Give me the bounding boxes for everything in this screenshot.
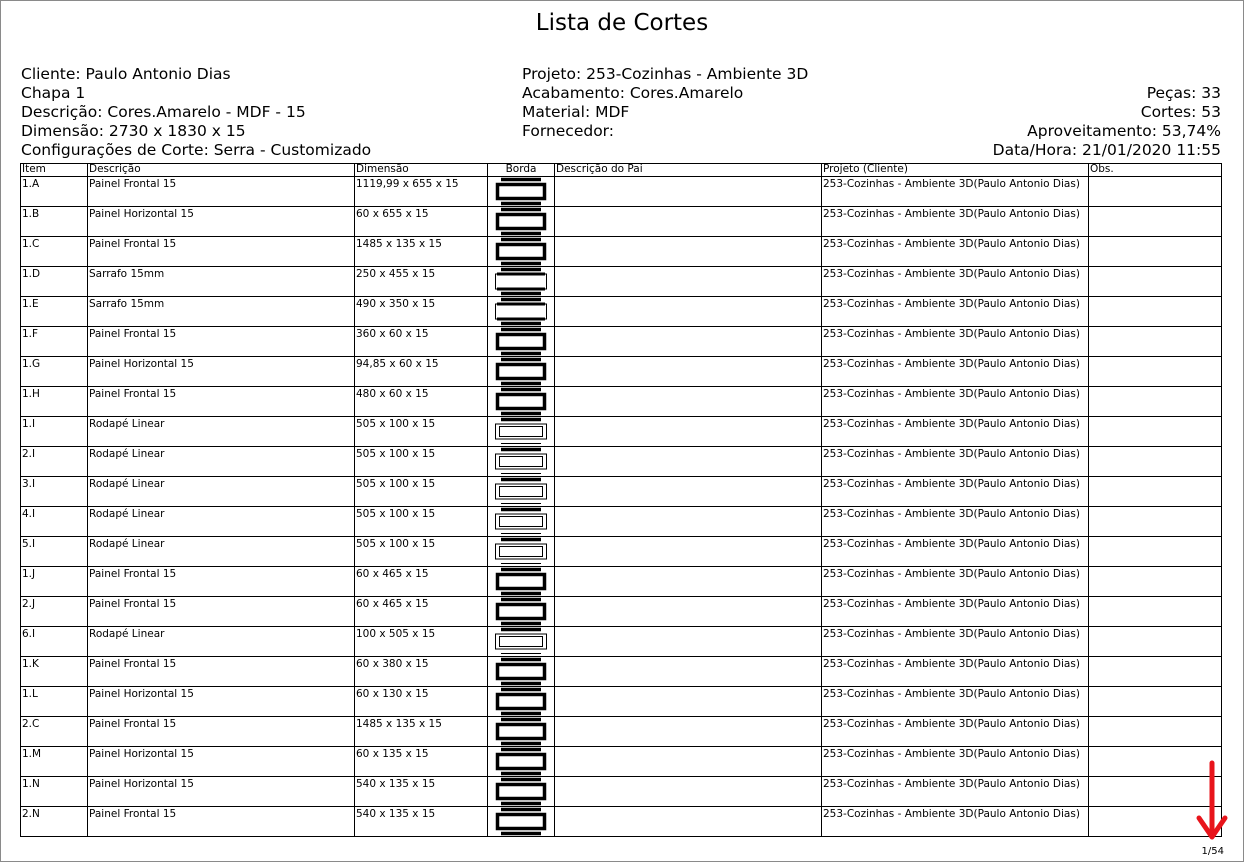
- table-row: [21, 387, 1222, 417]
- cell-description: Painel Frontal 15: [88, 237, 355, 267]
- finish-line: Acabamento: Cores.Amarelo: [522, 84, 744, 102]
- edge-banding-diagram: [491, 507, 551, 536]
- table-row: [21, 507, 1222, 537]
- cell-parent: [555, 417, 822, 447]
- cell-parent: [555, 207, 822, 237]
- cell-item: 1.K: [21, 657, 88, 687]
- cell-dimension: 505 x 100 x 15: [355, 417, 488, 447]
- cell-description: Sarrafo 15mm: [88, 267, 355, 297]
- cell-dimension: 60 x 380 x 15: [355, 657, 488, 687]
- cell-parent: [555, 387, 822, 417]
- cell-edge: [488, 207, 555, 237]
- cell-item: 1.M: [21, 747, 88, 777]
- edge-banding-diagram: [491, 597, 551, 626]
- cell-project: 253-Cozinhas - Ambiente 3D(Paulo Antonio Dias): [822, 177, 1089, 207]
- edge-banding-diagram: [491, 387, 551, 416]
- cell-parent: [555, 357, 822, 387]
- cell-parent: [555, 567, 822, 597]
- cell-parent: [555, 327, 822, 357]
- cell-project: 253-Cozinhas - Ambiente 3D(Paulo Antonio Dias): [822, 237, 1089, 267]
- col-header-project: Projeto (Cliente): [822, 164, 1089, 177]
- page-number: 1/54: [1201, 846, 1224, 857]
- table-row: [21, 417, 1222, 447]
- table-row: [21, 327, 1222, 357]
- cell-project: 253-Cozinhas - Ambiente 3D(Paulo Antonio Dias): [822, 357, 1089, 387]
- cell-item: 1.C: [21, 237, 88, 267]
- cell-item: 1.N: [21, 777, 88, 807]
- cell-description: Rodapé Linear: [88, 417, 355, 447]
- cell-project: 253-Cozinhas - Ambiente 3D(Paulo Antonio Dias): [822, 597, 1089, 627]
- col-header-obs: Obs.: [1089, 164, 1222, 177]
- edge-banding-diagram: [491, 717, 551, 746]
- cell-item: 1.A: [21, 177, 88, 207]
- cell-edge: [488, 447, 555, 477]
- cell-obs: [1089, 327, 1222, 357]
- cell-dimension: 60 x 655 x 15: [355, 207, 488, 237]
- cell-description: Painel Frontal 15: [88, 807, 355, 837]
- cell-obs: [1089, 447, 1222, 477]
- report-datetime: Data/Hora: 21/01/2020 11:55: [992, 141, 1221, 159]
- cell-dimension: 1485 x 135 x 15: [355, 237, 488, 267]
- cell-obs: [1089, 357, 1222, 387]
- cell-description: Painel Frontal 15: [88, 177, 355, 207]
- cell-edge: [488, 417, 555, 447]
- cell-project: 253-Cozinhas - Ambiente 3D(Paulo Antonio Dias): [822, 537, 1089, 567]
- cell-description: Painel Horizontal 15: [88, 747, 355, 777]
- cell-obs: [1089, 297, 1222, 327]
- cell-parent: [555, 657, 822, 687]
- cell-description: Rodapé Linear: [88, 447, 355, 477]
- dimension-line: Dimensão: 2730 x 1830 x 15: [21, 122, 246, 140]
- edge-banding-diagram: [491, 447, 551, 476]
- edge-banding-diagram: [491, 627, 551, 656]
- cell-project: 253-Cozinhas - Ambiente 3D(Paulo Antonio Dias): [822, 717, 1089, 747]
- cell-project: 253-Cozinhas - Ambiente 3D(Paulo Antonio Dias): [822, 747, 1089, 777]
- cell-item: 2.I: [21, 447, 88, 477]
- cell-obs: [1089, 237, 1222, 267]
- cell-project: 253-Cozinhas - Ambiente 3D(Paulo Antonio Dias): [822, 327, 1089, 357]
- table-row: [21, 717, 1222, 747]
- edge-banding-diagram: [491, 657, 551, 686]
- cell-dimension: 505 x 100 x 15: [355, 537, 488, 567]
- cell-edge: [488, 237, 555, 267]
- sheet-line: Chapa 1: [21, 84, 86, 102]
- cell-item: 6.I: [21, 627, 88, 657]
- edge-banding-diagram: [491, 297, 551, 326]
- cell-parent: [555, 267, 822, 297]
- cell-dimension: 250 x 455 x 15: [355, 267, 488, 297]
- cuts-count: Cortes: 53: [1140, 103, 1221, 121]
- cell-item: 1.D: [21, 267, 88, 297]
- edge-banding-diagram: [491, 747, 551, 776]
- cell-project: 253-Cozinhas - Ambiente 3D(Paulo Antonio Dias): [822, 507, 1089, 537]
- cell-obs: [1089, 597, 1222, 627]
- cell-item: 1.J: [21, 567, 88, 597]
- cell-description: Sarrafo 15mm: [88, 297, 355, 327]
- cell-description: Painel Frontal 15: [88, 387, 355, 417]
- table-row: [21, 687, 1222, 717]
- cell-item: 5.I: [21, 537, 88, 567]
- cell-edge: [488, 627, 555, 657]
- cell-obs: [1089, 537, 1222, 567]
- cell-dimension: 60 x 130 x 15: [355, 687, 488, 717]
- cell-dimension: 505 x 100 x 15: [355, 477, 488, 507]
- cell-item: 1.H: [21, 387, 88, 417]
- report-title: Lista de Cortes: [535, 10, 709, 36]
- cell-description: Rodapé Linear: [88, 507, 355, 537]
- material-line: Material: MDF: [522, 103, 630, 121]
- cell-dimension: 540 x 135 x 15: [355, 777, 488, 807]
- col-header-parent: Descrição do Pai: [555, 164, 822, 177]
- cell-dimension: 1485 x 135 x 15: [355, 717, 488, 747]
- cell-description: Rodapé Linear: [88, 537, 355, 567]
- edge-banding-diagram: [491, 357, 551, 386]
- edge-banding-diagram: [491, 237, 551, 266]
- supplier-line: Fornecedor:: [522, 122, 615, 140]
- cell-edge: [488, 357, 555, 387]
- cell-dimension: 480 x 60 x 15: [355, 387, 488, 417]
- description-line: Descrição: Cores.Amarelo - MDF - 15: [21, 103, 306, 121]
- cell-dimension: 60 x 465 x 15: [355, 567, 488, 597]
- cell-edge: [488, 297, 555, 327]
- edge-banding-diagram: [491, 807, 551, 836]
- edge-banding-diagram: [491, 327, 551, 356]
- cell-obs: [1089, 177, 1222, 207]
- cell-obs: [1089, 267, 1222, 297]
- table-row: [21, 297, 1222, 327]
- cell-dimension: 60 x 135 x 15: [355, 747, 488, 777]
- cell-obs: [1089, 627, 1222, 657]
- edge-banding-diagram: [491, 537, 551, 566]
- cell-edge: [488, 597, 555, 627]
- cell-parent: [555, 597, 822, 627]
- cell-parent: [555, 747, 822, 777]
- table-row: [21, 357, 1222, 387]
- cell-dimension: 60 x 465 x 15: [355, 597, 488, 627]
- edge-banding-diagram: [491, 777, 551, 806]
- cell-dimension: 94,85 x 60 x 15: [355, 357, 488, 387]
- cell-dimension: 505 x 100 x 15: [355, 507, 488, 537]
- red-arrow-annotation: [1194, 760, 1230, 842]
- cell-dimension: 505 x 100 x 15: [355, 447, 488, 477]
- table-row: [21, 627, 1222, 657]
- cell-parent: [555, 537, 822, 567]
- cell-description: Painel Frontal 15: [88, 327, 355, 357]
- cell-description: Painel Frontal 15: [88, 597, 355, 627]
- cut-list-table: [20, 163, 1222, 837]
- cell-edge: [488, 717, 555, 747]
- cell-item: 1.I: [21, 417, 88, 447]
- table-row: [21, 597, 1222, 627]
- cell-obs: [1089, 417, 1222, 447]
- cell-parent: [555, 477, 822, 507]
- cell-item: 1.B: [21, 207, 88, 237]
- project-line: Projeto: 253-Cozinhas - Ambiente 3D: [522, 65, 809, 83]
- cell-edge: [488, 267, 555, 297]
- cell-edge: [488, 807, 555, 837]
- table-header-row: [21, 164, 1222, 177]
- cell-obs: [1089, 717, 1222, 747]
- cell-parent: [555, 297, 822, 327]
- cell-project: 253-Cozinhas - Ambiente 3D(Paulo Antonio Dias): [822, 657, 1089, 687]
- cell-project: 253-Cozinhas - Ambiente 3D(Paulo Antonio Dias): [822, 777, 1089, 807]
- cell-edge: [488, 507, 555, 537]
- cell-description: Painel Frontal 15: [88, 567, 355, 597]
- cell-dimension: 490 x 350 x 15: [355, 297, 488, 327]
- cell-project: 253-Cozinhas - Ambiente 3D(Paulo Antonio Dias): [822, 687, 1089, 717]
- cell-project: 253-Cozinhas - Ambiente 3D(Paulo Antonio Dias): [822, 807, 1089, 837]
- cell-parent: [555, 507, 822, 537]
- cell-description: Painel Frontal 15: [88, 717, 355, 747]
- cell-project: 253-Cozinhas - Ambiente 3D(Paulo Antonio Dias): [822, 627, 1089, 657]
- cell-obs: [1089, 687, 1222, 717]
- cell-edge: [488, 747, 555, 777]
- cell-project: 253-Cozinhas - Ambiente 3D(Paulo Antonio Dias): [822, 417, 1089, 447]
- cell-dimension: 540 x 135 x 15: [355, 807, 488, 837]
- cell-obs: [1089, 207, 1222, 237]
- cell-item: 3.I: [21, 477, 88, 507]
- col-header-description: Descrição: [88, 164, 355, 177]
- table-row: [21, 477, 1222, 507]
- table-row: [21, 537, 1222, 567]
- cut-config-line: Configurações de Corte: Serra - Customizado: [21, 141, 372, 159]
- edge-banding-diagram: [491, 687, 551, 716]
- cell-project: 253-Cozinhas - Ambiente 3D(Paulo Antonio Dias): [822, 297, 1089, 327]
- cell-edge: [488, 477, 555, 507]
- cell-description: Painel Horizontal 15: [88, 687, 355, 717]
- cell-edge: [488, 387, 555, 417]
- cell-parent: [555, 177, 822, 207]
- cell-parent: [555, 237, 822, 267]
- cell-project: 253-Cozinhas - Ambiente 3D(Paulo Antonio Dias): [822, 387, 1089, 417]
- cell-project: 253-Cozinhas - Ambiente 3D(Paulo Antonio Dias): [822, 567, 1089, 597]
- table-row: [21, 207, 1222, 237]
- cell-parent: [555, 807, 822, 837]
- edge-banding-diagram: [491, 177, 551, 206]
- cell-parent: [555, 447, 822, 477]
- table-row: [21, 267, 1222, 297]
- cell-edge: [488, 687, 555, 717]
- table-row: [21, 777, 1222, 807]
- table-row: [21, 447, 1222, 477]
- cell-description: Painel Horizontal 15: [88, 357, 355, 387]
- cell-item: 4.I: [21, 507, 88, 537]
- table-row: [21, 567, 1222, 597]
- cell-description: Rodapé Linear: [88, 627, 355, 657]
- edge-banding-diagram: [491, 417, 551, 446]
- cell-dimension: 100 x 505 x 15: [355, 627, 488, 657]
- col-header-edge: Borda: [488, 164, 555, 177]
- cell-parent: [555, 627, 822, 657]
- cell-description: Painel Horizontal 15: [88, 207, 355, 237]
- table-row: [21, 237, 1222, 267]
- cell-description: Painel Horizontal 15: [88, 777, 355, 807]
- cell-obs: [1089, 567, 1222, 597]
- cell-parent: [555, 777, 822, 807]
- cell-description: Rodapé Linear: [88, 477, 355, 507]
- cell-item: 2.C: [21, 717, 88, 747]
- cell-obs: [1089, 387, 1222, 417]
- cell-item: 1.E: [21, 297, 88, 327]
- cell-item: 1.F: [21, 327, 88, 357]
- pieces-count: Peças: 33: [1146, 84, 1221, 102]
- edge-banding-diagram: [491, 267, 551, 296]
- cell-edge: [488, 657, 555, 687]
- cell-dimension: 360 x 60 x 15: [355, 327, 488, 357]
- cell-edge: [488, 327, 555, 357]
- cell-obs: [1089, 657, 1222, 687]
- col-header-dimension: Dimensão: [355, 164, 488, 177]
- cell-description: Painel Frontal 15: [88, 657, 355, 687]
- client-line: Cliente: Paulo Antonio Dias: [21, 65, 231, 83]
- cell-parent: [555, 687, 822, 717]
- cell-project: 253-Cozinhas - Ambiente 3D(Paulo Antonio Dias): [822, 267, 1089, 297]
- col-header-item: Item: [21, 164, 88, 177]
- cell-project: 253-Cozinhas - Ambiente 3D(Paulo Antonio Dias): [822, 207, 1089, 237]
- table-row: [21, 747, 1222, 777]
- cell-item: 1.G: [21, 357, 88, 387]
- cell-project: 253-Cozinhas - Ambiente 3D(Paulo Antonio Dias): [822, 447, 1089, 477]
- cell-dimension: 1119,99 x 655 x 15: [355, 177, 488, 207]
- cell-edge: [488, 567, 555, 597]
- edge-banding-diagram: [491, 477, 551, 506]
- cell-item: 2.N: [21, 807, 88, 837]
- usage-percent: Aproveitamento: 53,74%: [1027, 122, 1221, 140]
- cell-project: 253-Cozinhas - Ambiente 3D(Paulo Antonio Dias): [822, 477, 1089, 507]
- cell-item: 2.J: [21, 597, 88, 627]
- cell-parent: [555, 717, 822, 747]
- cell-edge: [488, 177, 555, 207]
- table-row: [21, 177, 1222, 207]
- table-row: [21, 657, 1222, 687]
- cell-item: 1.L: [21, 687, 88, 717]
- cell-edge: [488, 537, 555, 567]
- cell-obs: [1089, 507, 1222, 537]
- cell-edge: [488, 777, 555, 807]
- cell-obs: [1089, 477, 1222, 507]
- edge-banding-diagram: [491, 207, 551, 236]
- edge-banding-diagram: [491, 567, 551, 596]
- table-row: [21, 807, 1222, 837]
